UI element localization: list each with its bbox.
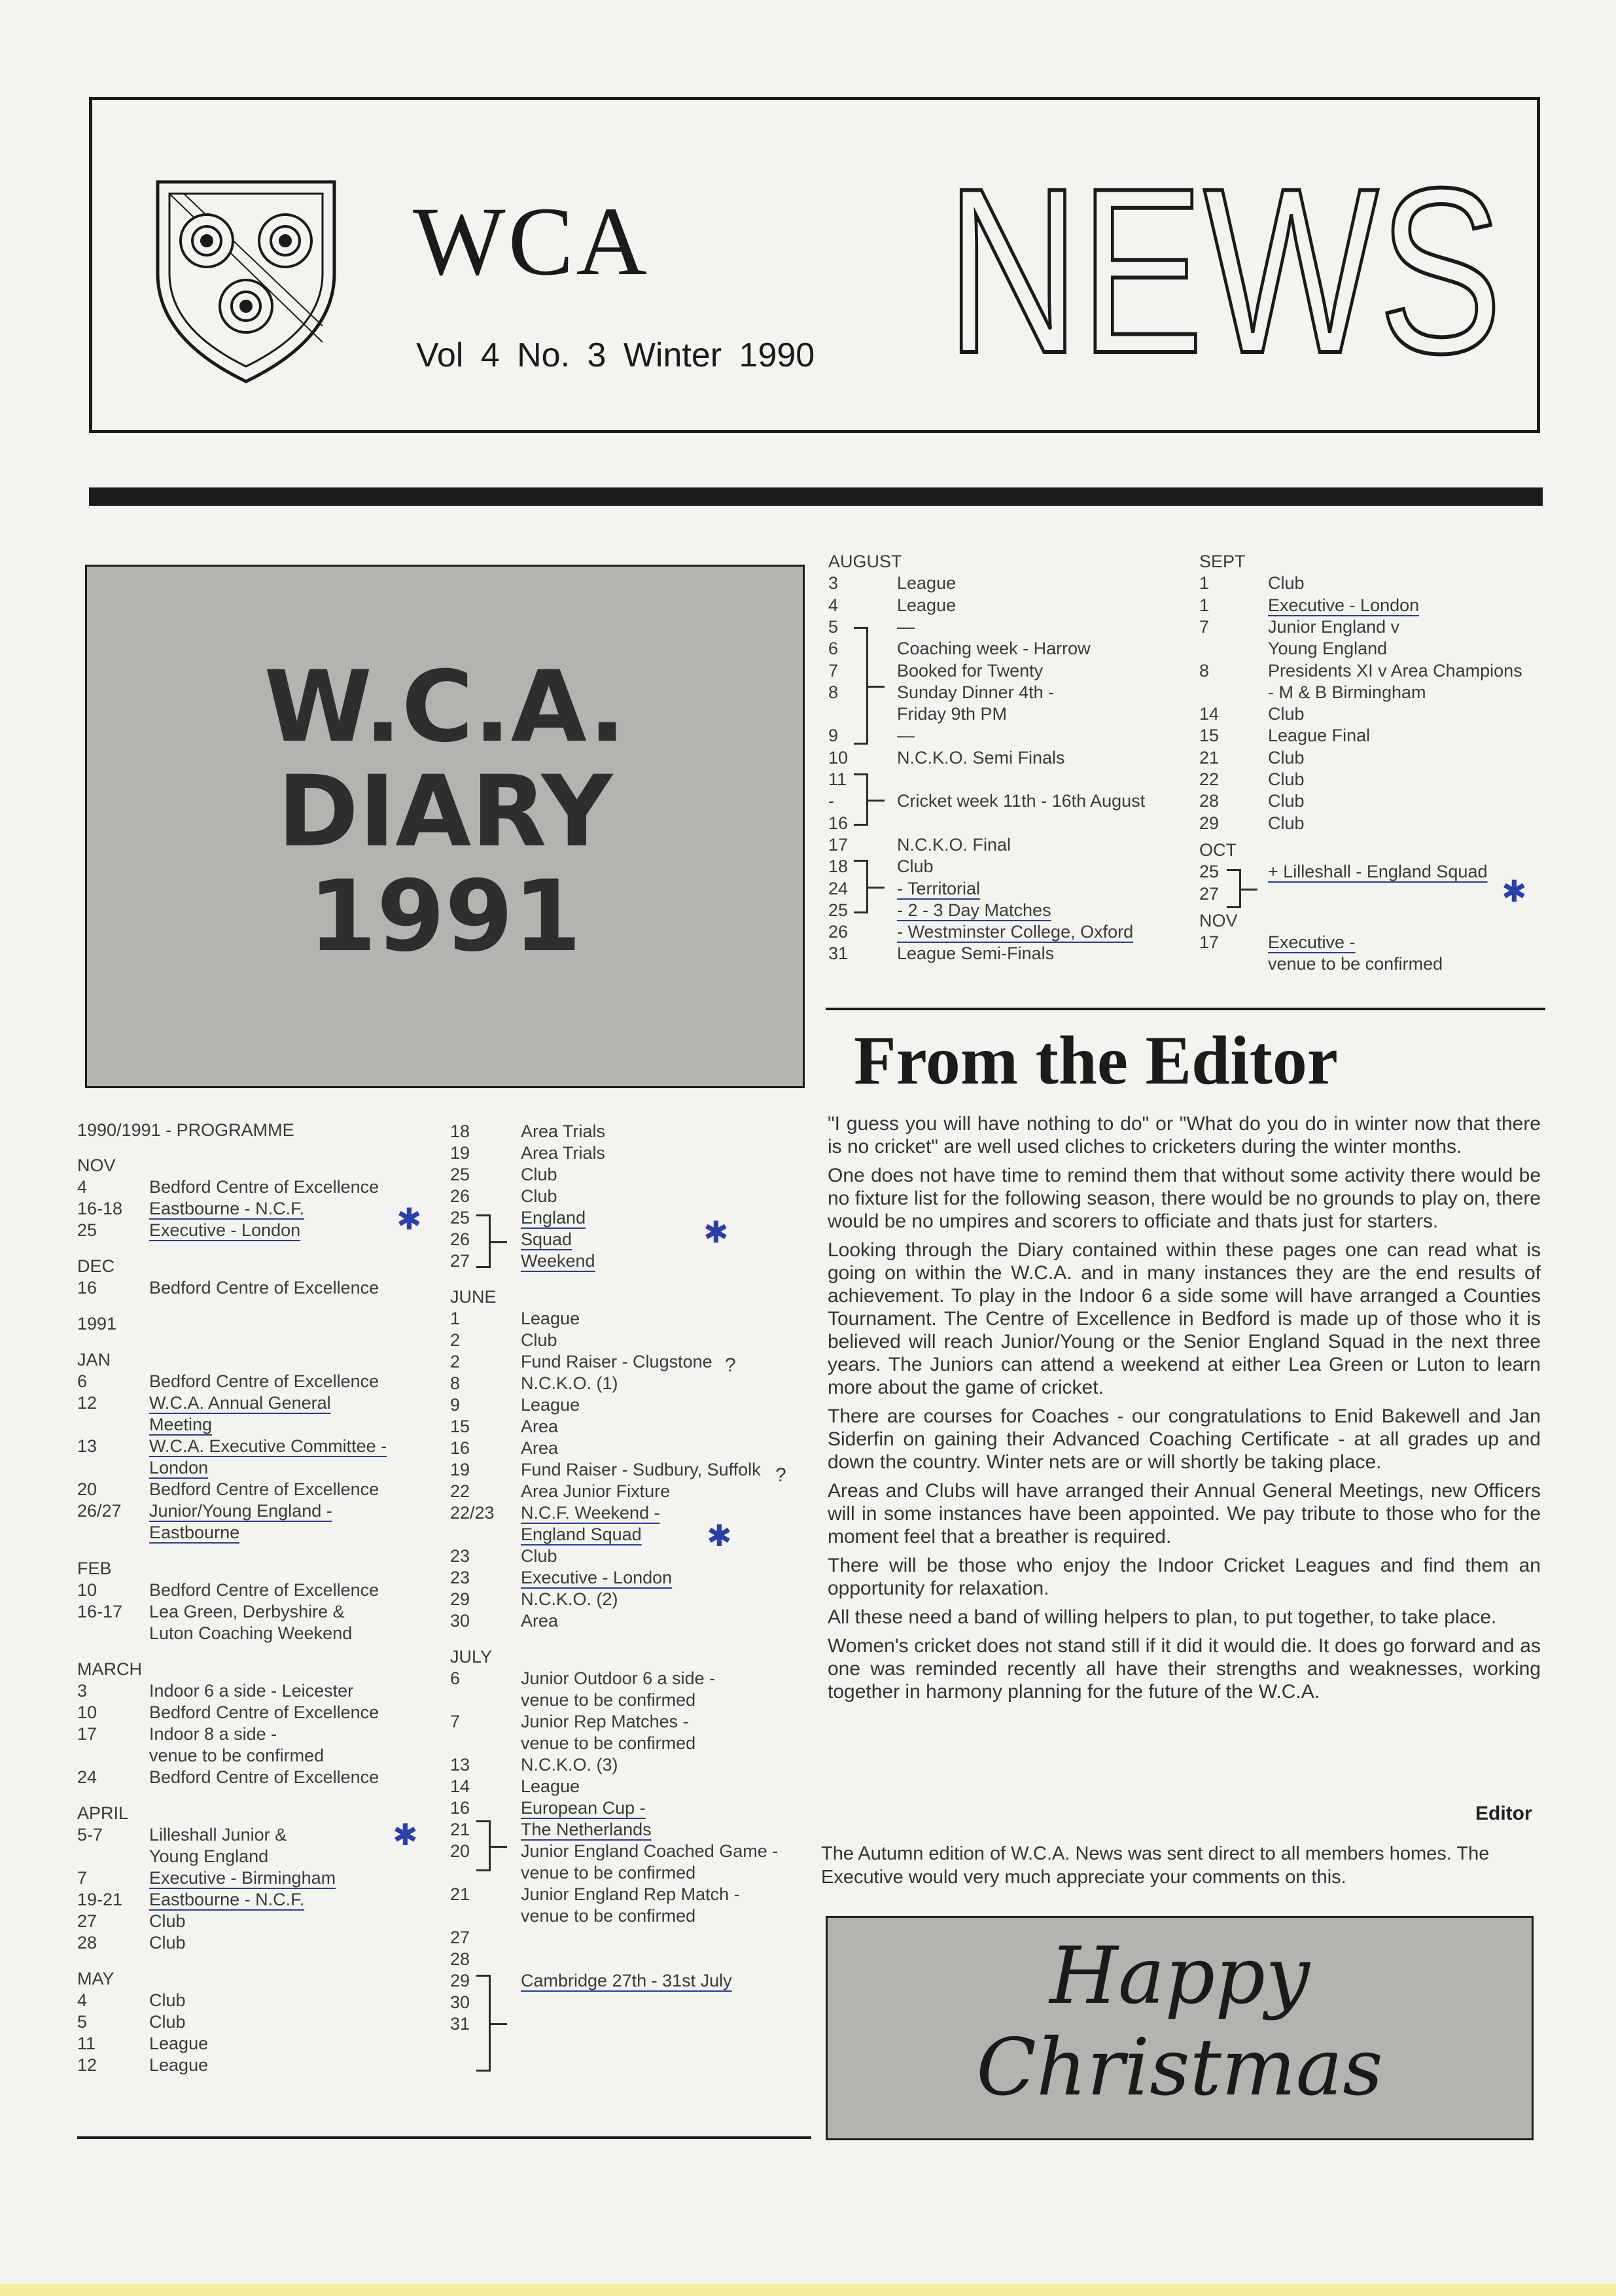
entry-date: 7 (1199, 616, 1210, 637)
month-heading: JUNE (450, 1287, 497, 1307)
entry-date: 23 (450, 1546, 470, 1566)
entry-event: League Final (1268, 726, 1371, 746)
entry-date: 26 (828, 922, 849, 942)
entry-date: 1 (1199, 595, 1210, 615)
entry-date: 27 (1199, 883, 1220, 904)
entry-date: 1 (1199, 573, 1210, 593)
entry-event: Junior/Young England - (149, 1501, 332, 1521)
programme-heading: 1990/1991 - PROGRAMME (77, 1120, 294, 1140)
entry-date: 29 (450, 1971, 470, 1990)
entry-event: Executive - London (1268, 595, 1420, 615)
editor-paragraph: There will be those who enjoy the Indoor Cricket Leagues and find them an opportunity for relaxation. (828, 1555, 1541, 1599)
entry-date: 12 (77, 2055, 97, 2075)
entry-event: N.C.K.O. (3) (521, 1755, 618, 1775)
editor-paragraph: Looking through the Diary contained within these pages one can read what is going on within the W.C.A. and in many instances they are the end results of achievement. To play in the Indoor 6 a side some will have arranged a Counties Tournament. The Centre of Excellence in Bedford is made up of those who it is believed will reach Junior/Young or the Senior England Squad in the next three years. The Juniors can attend a weekend at either Lea Green or Luton to learn more about the game of cricket. (828, 1239, 1541, 1398)
entry-event: Club (149, 1911, 186, 1931)
entry-event: Eastbourne - N.C.F. (149, 1199, 305, 1218)
entry-event: Executive - London (521, 1568, 673, 1587)
entry-event: Coaching week - Harrow (897, 639, 1091, 659)
entry-date: 5-7 (77, 1825, 103, 1845)
entry-event: League (897, 573, 957, 593)
entry-event: Club (521, 1546, 557, 1566)
month-heading: NOV (77, 1156, 116, 1175)
entry-date: 16 (450, 1438, 470, 1458)
question-mark-icon: ? (775, 1464, 786, 1486)
entry-event: Bedford Centre of Excellence (149, 1767, 379, 1787)
entry-event: - M & B Birmingham (1268, 682, 1426, 702)
month-heading: MAY (77, 1969, 114, 1988)
entry-event: Friday 9th PM (897, 704, 1008, 724)
entry-date: 20 (77, 1479, 97, 1499)
entry-event: England (521, 1208, 586, 1227)
entry-date: 2 (450, 1330, 461, 1350)
news-word: NEWS (946, 139, 1502, 402)
entry-date: 24 (77, 1767, 97, 1787)
brace-oct (1227, 869, 1241, 908)
entry-date: 28 (77, 1933, 97, 1952)
entry-event: Booked for Twenty (897, 660, 1044, 680)
entry-date: 27 (77, 1911, 97, 1931)
entry-event: Club (1268, 704, 1305, 724)
entry-date: 10 (828, 747, 849, 768)
month-heading: JAN (77, 1350, 111, 1369)
entry-event: Junior England Rep Match - (521, 1884, 740, 1904)
asterisk-mark-icon: ✱ (707, 1519, 732, 1553)
entry-date: 31 (828, 944, 849, 964)
entry-event: Club (897, 857, 934, 877)
entry-event: England Squad (521, 1525, 642, 1544)
entry-date: 14 (450, 1776, 470, 1796)
asterisk-mark-icon: ✱ (703, 1215, 729, 1249)
entry-date: 20 (450, 1841, 470, 1861)
month-heading: SEPT (1199, 552, 1246, 571)
entry-date: 25 (77, 1220, 97, 1240)
entry-date: 15 (1199, 726, 1220, 746)
entry-event: venue to be confirmed (521, 1733, 696, 1753)
entry-event: Club (1268, 769, 1305, 789)
entry-date: 13 (77, 1436, 97, 1456)
month-heading: 1991 (77, 1314, 117, 1333)
entry-event: Fund Raiser - Clugstone (521, 1352, 712, 1371)
entry-event: Cricket week 11th - 16th August (897, 791, 1146, 811)
entry-date: 10 (77, 1703, 97, 1722)
editor-paragraph: Women's cricket does not stand still if it did it would die. It does go forward and as one was reminded recently all have their strengths and weaknesses, working together in harmony planning for the future of the W.C.A. (828, 1635, 1541, 1703)
entry-date: 31 (450, 2014, 470, 2034)
entry-date: 27 (450, 1251, 470, 1271)
entry-event: N.C.K.O. (2) (521, 1589, 618, 1609)
editor-title: From the Editor (854, 1022, 1338, 1099)
brand-title: WCA (413, 187, 650, 296)
editor-paragraph: There are courses for Coaches - our congratulations to Enid Bakewell and Jan Siderfin on gaining their Advanced Coaching Certificate - at all grades up and down the country. Winter nets are or will shortly be taking place. (828, 1405, 1541, 1473)
entry-event: venue to be confirmed (521, 1690, 696, 1710)
entry-date: 28 (450, 1949, 470, 1969)
asterisk-mark-icon: ✱ (1502, 874, 1527, 908)
issue-line: Vol 4 No. 3 Winter 1990 (416, 336, 815, 374)
entry-event: League (521, 1309, 580, 1328)
entry-event: Club (149, 2012, 186, 2032)
month-heading: DEC (77, 1256, 115, 1276)
entry-date: 16 (828, 813, 849, 833)
brace-coaching-week (854, 627, 868, 745)
entry-event: Club (1268, 813, 1305, 833)
entry-event: Sunday Dinner 4th - (897, 682, 1055, 702)
entry-event: venue to be confirmed (521, 1863, 696, 1882)
entry-date: 26 (450, 1229, 470, 1249)
entry-date: 26/27 (77, 1501, 122, 1521)
month-heading: OCT (1199, 839, 1237, 860)
entry-date: 23 (450, 1568, 470, 1587)
entry-event: Young England (1268, 639, 1388, 659)
question-mark-icon: ? (725, 1354, 736, 1376)
entry-event: N.C.F. Weekend - (521, 1503, 660, 1523)
entry-event: Eastbourne (149, 1523, 240, 1542)
entry-event: League Semi-Finals (897, 944, 1055, 964)
entry-date: 26 (450, 1186, 470, 1206)
entry-event: Meeting (149, 1415, 213, 1434)
asterisk-mark-icon: ✱ (396, 1202, 422, 1236)
entry-date: 12 (77, 1393, 97, 1413)
entry-event: Bedford Centre of Excellence (149, 1278, 379, 1298)
entry-date: 25 (450, 1165, 470, 1184)
divider (77, 2136, 811, 2139)
entry-event: + Lilleshall - England Squad (1268, 862, 1488, 882)
entry-date: 25 (1199, 862, 1220, 882)
entry-event: Club (1268, 573, 1305, 593)
entry-event: Fund Raiser - Sudbury, Suffolk (521, 1460, 761, 1479)
entry-event: Lilleshall Junior & (149, 1825, 287, 1845)
entry-event: Club (521, 1165, 557, 1184)
entry-date: 6 (828, 639, 839, 659)
entry-date: 21 (450, 1884, 470, 1904)
entry-event: Executive - (1268, 932, 1356, 953)
entry-event: Weekend (521, 1251, 595, 1271)
entry-event: League (149, 2055, 209, 2075)
entry-event: Club (149, 1990, 186, 2010)
month-heading: NOV (1199, 910, 1238, 930)
month-heading: MARCH (77, 1659, 142, 1679)
entry-date: 5 (77, 2012, 88, 2032)
editor-paragraph: All these need a band of willing helpers to plan, to put together, to take place. (828, 1606, 1497, 1628)
entry-date: 17 (1199, 932, 1220, 953)
entry-date: 5 (828, 616, 839, 637)
entry-event: Area (521, 1438, 559, 1458)
brace-cricket-week (854, 773, 868, 826)
entry-event: N.C.K.O. Final (897, 834, 1011, 855)
entry-date: 28 (1199, 791, 1220, 811)
month-heading: JULY (450, 1647, 493, 1667)
entry-event: N.C.K.O. Semi Finals (897, 747, 1065, 768)
entry-event: Junior England Coached Game - (521, 1841, 779, 1861)
entry-event: venue to be confirmed (149, 1746, 325, 1765)
entry-event: Bedford Centre of Excellence (149, 1479, 379, 1499)
entry-event: Club (1268, 791, 1305, 811)
entry-date: 11 (77, 2034, 96, 2053)
entry-event: Executive - London (149, 1220, 301, 1240)
entry-event: Junior Outdoor 6 a side - (521, 1669, 716, 1688)
entry-event: Area (521, 1611, 559, 1631)
entry-event: Bedford Centre of Excellence (149, 1580, 379, 1600)
entry-event: — (897, 616, 915, 637)
entry-event: Cambridge 27th - 31st July (521, 1971, 732, 1990)
entry-event: League (897, 595, 957, 615)
month-heading: FEB (77, 1559, 112, 1578)
entry-date: 6 (77, 1371, 88, 1391)
entry-event: Club (149, 1933, 186, 1952)
entry-event: - Westminster College, Oxford (897, 922, 1134, 942)
brace-england-squad (476, 1214, 491, 1268)
entry-event: London (149, 1458, 209, 1477)
entry-date: 6 (450, 1669, 461, 1688)
entry-date: 2 (450, 1352, 461, 1371)
entry-date: 30 (450, 1992, 470, 2012)
entry-event: League (521, 1776, 580, 1796)
masthead-rule (89, 487, 1543, 506)
entry-event: Area Trials (521, 1122, 606, 1141)
entry-date: 19 (450, 1143, 470, 1163)
footnote: The Autumn edition of W.C.A. News was sent direct to all members homes. The Executive would very much appreciate your comments on this. (821, 1843, 1490, 1888)
entry-date: 3 (828, 573, 839, 593)
entry-date: 8 (450, 1373, 461, 1393)
entry-date: 24 (828, 878, 849, 898)
entry-date: 16 (450, 1798, 470, 1818)
entry-date: 22/23 (450, 1503, 495, 1523)
news-wordmark (943, 139, 1505, 402)
month-heading: AUGUST (828, 552, 902, 571)
entry-event: Young England (149, 1846, 269, 1866)
entry-event: Presidents XI v Area Champions (1268, 660, 1522, 680)
entry-event: Squad (521, 1229, 572, 1249)
entry-date: 18 (828, 857, 849, 877)
christmas-box (826, 1916, 1534, 2140)
entry-event: Executive - Birmingham (149, 1868, 336, 1888)
divider (826, 1008, 1545, 1010)
editor-paragraph: Areas and Clubs will have arranged their Annual General Meetings, new Officers will in some instances have been appointed. We pay tribute to those who for the moment feel that a breather is required. (828, 1480, 1541, 1547)
brace-european-cup (476, 1820, 491, 1871)
diary-title-line3: 1991 (308, 860, 582, 974)
entry-date: 10 (77, 1580, 97, 1600)
editor-signature: Editor (1475, 1803, 1532, 1824)
entry-date: 30 (450, 1611, 470, 1631)
entry-event: W.C.A. Annual General (149, 1393, 331, 1413)
entry-event: - 2 - 3 Day Matches (897, 900, 1051, 920)
entry-event: - Territorial (897, 878, 981, 898)
entry-date: 9 (828, 726, 839, 746)
entry-date: 25 (450, 1208, 470, 1227)
editor-article (828, 1112, 1541, 1709)
entry-date: 14 (1199, 704, 1220, 724)
entry-date: 7 (450, 1712, 461, 1731)
entry-date: 7 (77, 1868, 88, 1888)
diary-box (85, 565, 805, 1088)
entry-event: Area (521, 1417, 559, 1436)
entry-event: League (521, 1395, 580, 1415)
entry-date: 13 (450, 1755, 470, 1775)
entry-date: 1 (450, 1309, 461, 1328)
entry-event: N.C.K.O. (1) (521, 1373, 618, 1393)
entry-event: Luton Coaching Weekend (149, 1623, 353, 1643)
masthead (89, 97, 1540, 433)
diary-title-line1: W.C.A. (264, 650, 626, 764)
greeting-line1: Happy (1049, 1931, 1310, 2022)
entry-date: 8 (1199, 660, 1210, 680)
entry-event: Junior England v (1268, 616, 1400, 637)
entry-event: — (897, 726, 915, 746)
brace-territorial (854, 860, 868, 913)
entry-event: Club (521, 1186, 557, 1206)
entry-date: 29 (1199, 813, 1220, 833)
entry-date: 19 (450, 1460, 470, 1479)
entry-date: 27 (450, 1928, 470, 1947)
entry-date: 19-21 (77, 1890, 123, 1909)
entry-date: 3 (77, 1681, 88, 1701)
entry-date: - (828, 791, 834, 811)
entry-event: Area Junior Fixture (521, 1481, 671, 1501)
entry-date: 4 (77, 1990, 88, 2010)
shield-crest-icon (151, 175, 341, 385)
entry-event: The Netherlands (521, 1820, 652, 1839)
entry-date: 16 (77, 1278, 97, 1298)
editor-paragraph: "I guess you will have nothing to do" or "What do you do in winter now that there is no cricket" are well used cliches to cricketers during the winter months. (828, 1113, 1541, 1157)
entry-event: Bedford Centre of Excellence (149, 1177, 379, 1197)
entry-event: venue to be confirmed (1268, 954, 1443, 974)
entry-event: Club (1268, 747, 1305, 768)
entry-event: Bedford Centre of Excellence (149, 1703, 379, 1722)
entry-event: Indoor 6 a side - Leicester (149, 1681, 354, 1701)
month-heading: APRIL (77, 1803, 129, 1823)
entry-date: 7 (828, 660, 839, 680)
entry-event: European Cup - (521, 1798, 646, 1818)
entry-date: 21 (1199, 747, 1220, 768)
entry-date: 11 (828, 769, 847, 789)
asterisk-mark-icon: ✱ (393, 1818, 418, 1852)
entry-event: Indoor 8 a side - (149, 1724, 277, 1744)
page-edge (0, 2284, 1616, 2296)
entry-event: venue to be confirmed (521, 1906, 696, 1926)
entry-event: W.C.A. Executive Committee - (149, 1436, 387, 1456)
entry-date: 4 (77, 1177, 88, 1197)
entry-event: Lea Green, Derbyshire & (149, 1602, 345, 1621)
entry-date: 15 (450, 1417, 470, 1436)
entry-date: 17 (828, 834, 849, 855)
entry-date: 22 (450, 1481, 470, 1501)
entry-date: 17 (77, 1724, 97, 1744)
entry-date: 25 (828, 900, 849, 920)
entry-date: 18 (450, 1122, 470, 1141)
entry-date: 16-17 (77, 1602, 123, 1621)
entry-event: Club (521, 1330, 557, 1350)
entry-date: 16-18 (77, 1199, 123, 1218)
entry-date: 4 (828, 595, 839, 615)
entry-date: 29 (450, 1589, 470, 1609)
entry-date: 9 (450, 1395, 461, 1415)
entry-event: Junior Rep Matches - (521, 1712, 689, 1731)
entry-date: 8 (828, 682, 839, 702)
editor-paragraph: One does not have time to remind them that without some activity there would be no fixture list for the following season, there would be no grounds to play on, there would be no umpires and scorers to officiate and thats just for starters. (828, 1165, 1541, 1232)
entry-event: League (149, 2034, 209, 2053)
entry-event: Area Trials (521, 1143, 606, 1163)
brace-cambridge (476, 1975, 491, 2072)
entry-date: 21 (450, 1820, 470, 1839)
diary-title-line2: DIARY (277, 755, 613, 869)
entry-date: 22 (1199, 769, 1220, 789)
entry-event: Bedford Centre of Excellence (149, 1371, 379, 1391)
greeting-line2: Christmas (976, 2022, 1383, 2113)
entry-event: Eastbourne - N.C.F. (149, 1890, 305, 1909)
